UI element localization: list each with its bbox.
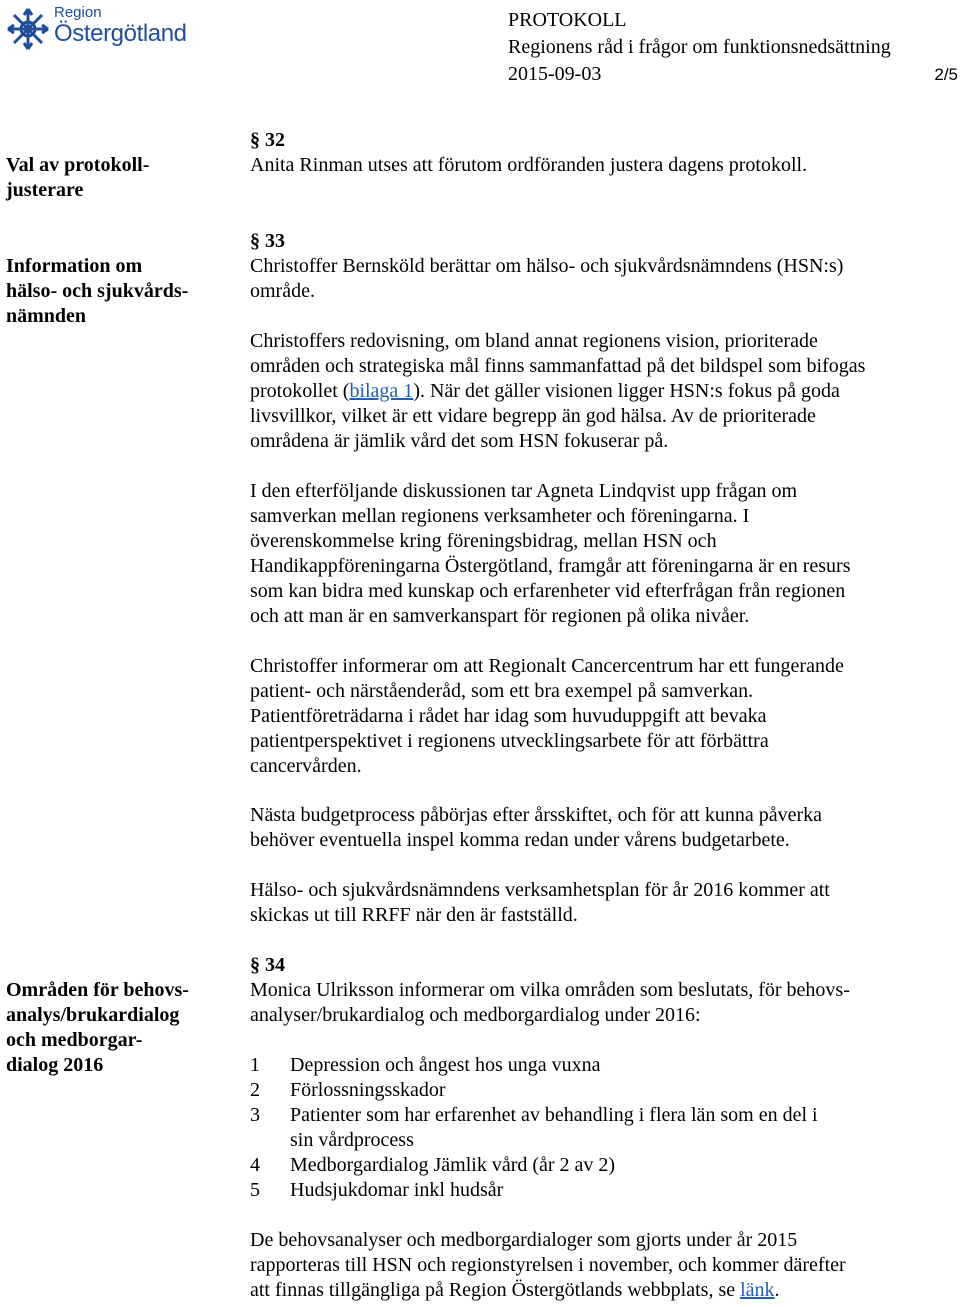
heading-dialogue-areas: Områden för behovs- analys/brukardialog och medborgar- dialog 2016	[6, 979, 189, 1076]
paragraph-33-budget: Nästa budgetprocess påbörjas efter årsskiftet, och för att kunna påverka behöver eventuella inspel komma redan under vårens budgetarbete.	[250, 804, 823, 851]
heading-protocol-adjuster: Val av protokoll- justerare	[6, 154, 150, 201]
paragraph-33-discussion: I den efterföljande diskussionen tar Agneta Lindqvist upp frågan om samverkan mellan regionens verksamheter och föreningarna. I överenskommelse kring föreningsbidrag, mellan HSN och Handikappföreningarna Östergötland, framgår att föreningarna är en resurs som kan bidra med kunskap och erfarenheter vid efterfrågan från regionen och att man är en samverkanspart för regionen på olika nivåer.	[250, 480, 851, 627]
logo-region-text: Region	[54, 4, 102, 21]
paragraph-number-33: § 33	[250, 230, 285, 252]
page-number: 2/5	[934, 65, 958, 84]
list-item: 3 Patienter som har erfarenhet av behandling i flera län som en del i sin vårdprocess	[250, 1104, 818, 1151]
meeting-date: 2015-09-03	[508, 63, 602, 85]
paragraph-33-presentation: Christoffers redovisning, om bland annat regionens vision, prioriterade områden och strategiska mål finns sammanfattad på det bildspel som bifogas protokollet (bilaga 1). När det gäller visionen ligger HSN:s fokus på goda livsvillkor, vilket är ett vidare begrepp än god hälsa. Av de prioriterade områdena är jämlik vård det som HSN fokuserar på.	[250, 330, 866, 452]
list-item: 5 Hudsjukdomar inkl hudsår	[250, 1179, 504, 1201]
list-item: 4 Medborgardialog Jämlik vård (år 2 av 2)	[250, 1154, 616, 1176]
council-name: Regionens råd i frågor om funktionsnedsättning	[508, 36, 891, 58]
heading-hsn-information: Information om hälso- och sjukvårds- nämnden	[6, 255, 189, 327]
paragraph-34-intro: Monica Ulriksson informerar om vilka områden som beslutats, för behovs- analyser/brukardialog och medborgardialog under 2016:	[250, 979, 850, 1026]
list-item: 2 Förlossningsskador	[250, 1079, 446, 1101]
paragraph-34-closing: De behovsanalyser och medborgardialoger som gjorts under år 2015 rapporteras till HSN och regionstyrelsen i november, och kommer därefter att finnas tillgängliga på Region Östergötlands webbplats, se länk.	[250, 1229, 846, 1301]
paragraph-33-intro: Christoffer Bernsköld berättar om hälso- och sjukvårdsnämndens (HSN:s) område.	[250, 255, 844, 302]
dialogue-areas-list	[250, 1053, 818, 1203]
document-type: PROTOKOLL	[508, 9, 627, 31]
paragraph-number-32: § 32	[250, 129, 285, 151]
document-header	[508, 7, 960, 88]
paragraph-33-plan: Hälso- och sjukvårdsnämndens verksamhetsplan för år 2016 kommer att skickas ut till RRFF när den är fastställd.	[250, 879, 830, 926]
logo-county-text: Östergötland	[54, 20, 187, 47]
paragraph-32-text: Anita Rinman utses att förutom ordföranden justera dagens protokoll.	[250, 154, 808, 176]
paragraph-number-34: § 34	[250, 954, 285, 976]
website-link[interactable]: länk	[740, 1279, 775, 1301]
paragraph-33-cancer-centre: Christoffer informerar om att Regionalt Cancercentrum har ett fungerande patient- och närståenderåd, som ett bra exempel på samverkan. Patientföreträdarna i rådet har idag som huvuduppgift att bevaka patientperspektivet i regionens utvecklingsarbete för att förbättra cancervården.	[250, 655, 844, 777]
attachment-1-link[interactable]: bilaga 1	[349, 380, 414, 402]
list-item: 1 Depression och ångest hos unga vuxna	[250, 1054, 601, 1076]
